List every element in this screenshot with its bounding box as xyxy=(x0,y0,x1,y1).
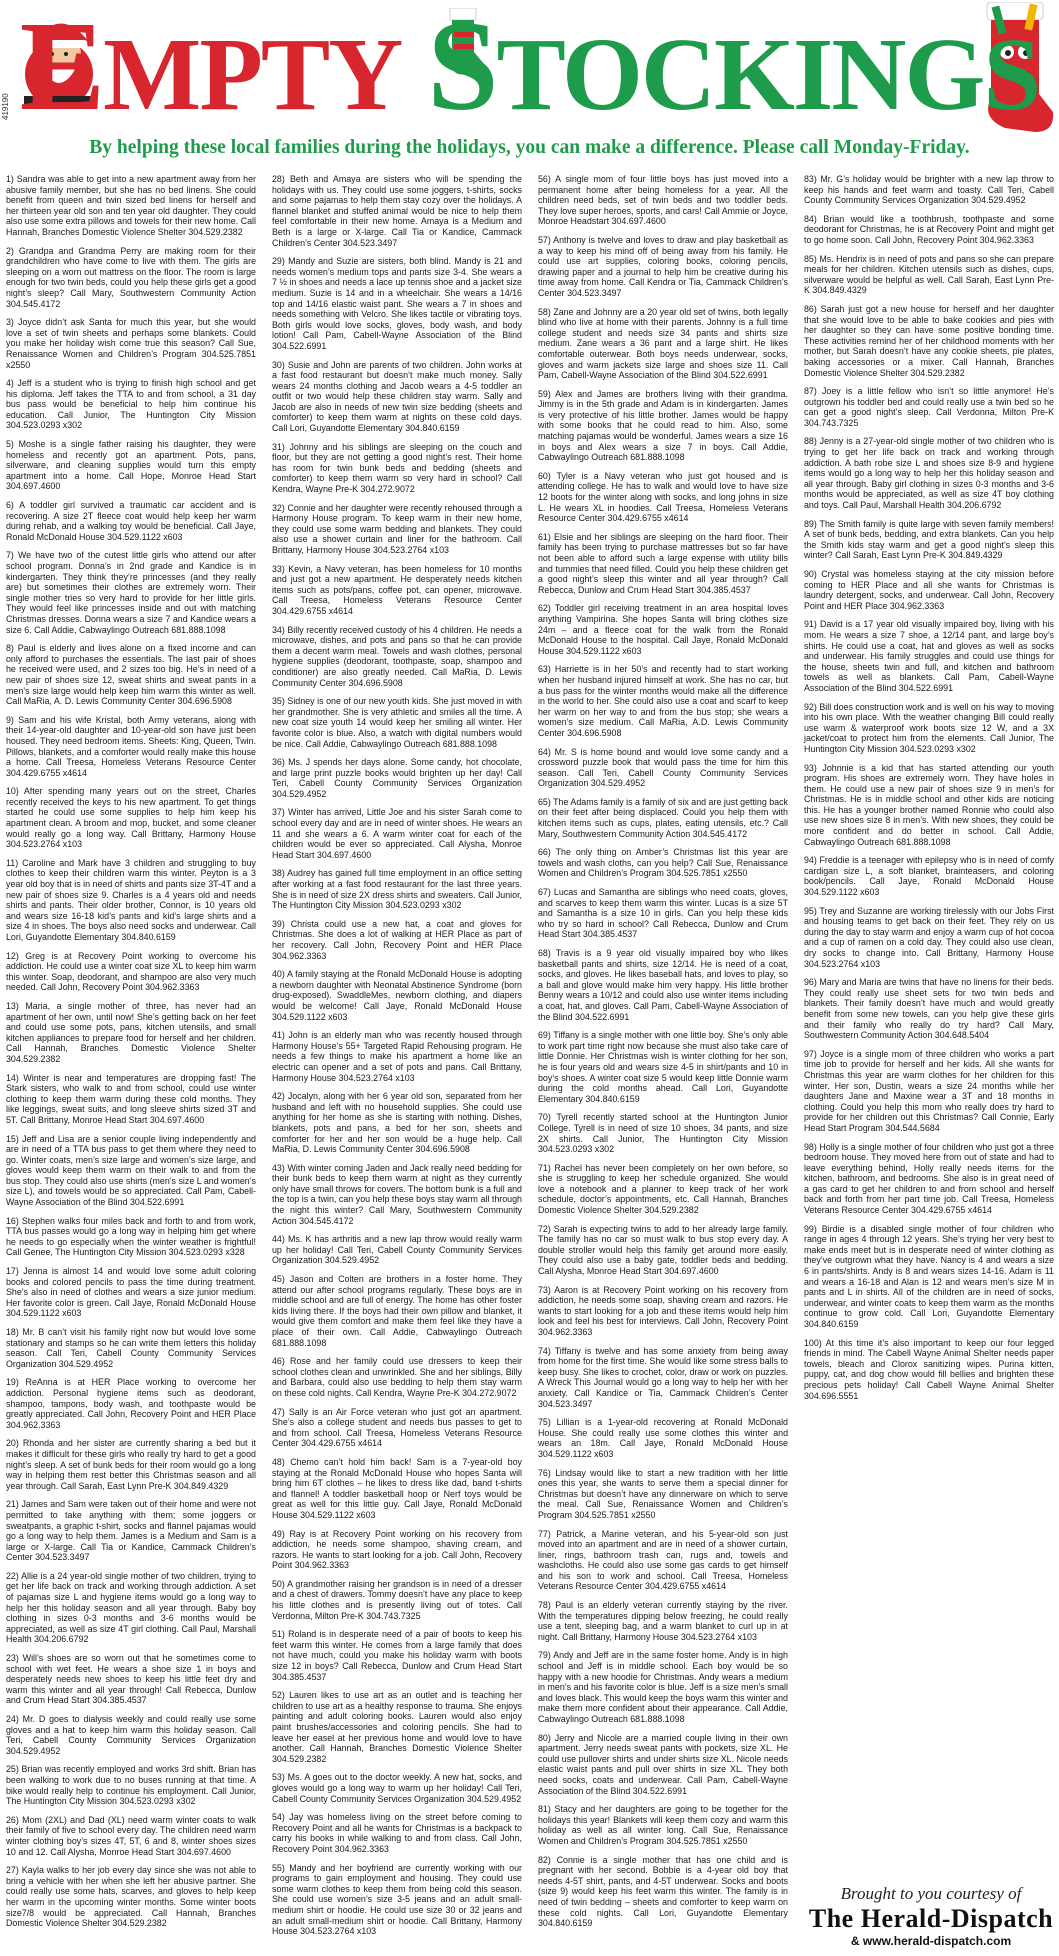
listing-item: 79) Andy and Jeff are in the same foster home. Andy is in high school and Jeff is in middle school. Each boy would be so happy with a new hoodie for Christmas. Andy wears a medium in men’s and his favorite color is blue. Jeff is a size men’s small and loves black. This would keep the boys warm this winter and make them more confident about their appearance. Call Addie, Cabwaylingo Outreach 681.888.1098 xyxy=(538,1650,788,1724)
listing-item: 100) At this time it’s also important to keep our four legged friends in mind. The Cabell Wayne Animal Shelter needs paper towels, bleach and Clorox sanitizing wipes. Purina kitten, puppy, cat, and dog chow would fill bellies and brighten these precious pets holiday! Call Cabell Wayne Animal Shelter 304.696.5551 xyxy=(804,1337,1054,1401)
listing-item: 85) Ms. Hendrix is in need of pots and pans so she can prepare meals for her children. Kitchen utensils such as dishes, cups, silverware would be helpful as well. Call Sarah, East Lynn Pre-K 304.849.4329 xyxy=(804,253,1054,296)
listing-item: 43) With winter coming Jaden and Jack really need bedding for their bunk beds to keep them warm at night as they currently only have small throws for covers. The bottom bunk is a full and the top is a twin, can you help these boys stay warm all through the night this winter? Call Mary, Southwestern Community Action 304.545.4172 xyxy=(272,1162,522,1226)
listing-item: 14) Winter is near and temperatures are dropping fast! The Stark sisters, who walk to and from school, could use winter clothing to keep them warm during these cold months. They like leggings, sweat suits, and long sleeve shirts sized 3T and 5T. Call Brittany, Monroe Head Start 304.697.4600 xyxy=(6,1072,256,1125)
listing-item: 75) Lillian is a 1-year-old recovering at Ronald McDonald House. She could really use some clothes this winter and wears an 18m. Call Jaye, Ronald McDonald House 304.529.1122 x603 xyxy=(538,1417,788,1459)
listing-item: 28) Beth and Amaya are sisters who will be spending the holidays with us. They could use some joggers, t-shirts, socks and some pajamas to help them stay cozy over the holidays. A flannel blanket and stuffed animal would be nice to help them feel comfortable in their new home. Amaya is a Medium and Beth is a large or X-large. Call Tia or Kandice, Cammack Children’s Center 304.523.3497 xyxy=(272,174,522,248)
listing-item: 4) Jeff is a student who is trying to finish high school and get his diploma. Jeff takes the TTA to and from school, a 31 day bus pass would be beneficial to help him continue his education. Call Junior, The Huntington City Mission 304.523.0293 x302 xyxy=(6,378,256,431)
listing-item: 49) Ray is at Recovery Point working on his recovery from addiction, he needs some shampoo, shaving cream, and razors. He wants to start looking for a job. Call John, Recovery Point 304.962.3363 xyxy=(272,1528,522,1571)
listing-item: 21) James and Sam were taken out of their home and were not permitted to take anything with them; some joggers or sweatpants, a graphic t-shirt, socks and flannel pajamas would go a long way to help them. James is a Medium and Sam is a large or X-large. Call Tia or Kandice, Cammack Children’s Center 304.523.3497 xyxy=(6,1499,256,1563)
listing-item: 86) Sarah just got a new house for herself and her daughter that she would love to be able to bake cookies and pies with her daughter so they can have some positive bonding time. These activities remind her of her childhood moments with her mother, but Sarah doesn’t have any cookie sheets, pie plates, baking accessories or a mixer. Call Hannah, Branches Domestic Violence Shelter 304.529.2382 xyxy=(804,303,1054,378)
masthead-subtitle: By helping these local families during the holidays, you can make a difference. Please call Monday-Friday. xyxy=(89,137,970,158)
listing-item: 92) Bill does construction work and is well on his way to moving into his own place. With the weather changing Bill could really use warm & waterproof work boots size 12 W, and a 3X jacket/coat to protect him from the elements. Call Junior, The Huntington City Mission 304.523.0293 x302 xyxy=(804,701,1054,754)
listing-item: 46) Rose and her family could use dressers to keep their school clothes clean and unwrinkled. She and her siblings, Billy and Barbara, could also use bedding to help them stay warm on these cold nights. Call Kendra, Wayne Pre-K 304.272.9072 xyxy=(272,1356,522,1398)
listing-item: 95) Trey and Suzanne are working tirelessly with our Jobs First and housing teams to get back on their feet. They rely on us during the day to stay warm and enjoy a warm cup of hot cocoa and a cup of ramen on a cold day. They could also use clean, dry socks to change into. Call Brittany, Harmony House 304.523.2764 x103 xyxy=(804,905,1054,969)
listing-item: 69) Tiffany is a single mother with one little boy. She’s only able to work part time right now because she must also take care of little Donnie. Her Christmas wish is winter clothing for her son, he is four years old and wears size 4-5 in shirt/pants and 10 in boy’s shoes. A winter coat size 5 would keep little Donnie warm during the cold months ahead. Call Lori, Guyandotte Elementary 304.840.6159 xyxy=(538,1030,788,1104)
listing-item: 29) Mandy and Suzie are sisters, both blind. Mandy is 21 and needs women’s medium tops and pants size 3-4. She wears a 7 ½ in shoes and needs a lace up tennis shoe and a jacket size medium. Suzie is 14 and in a wheelchair. She wears a 14/16 top and 14/16 elastic waist pant. She wears a 7 in shoes and needs something with Velcro. She likes tactile or vibrating toys. Both girls would love socks, gloves, body wash, and body lotion! Call Pam, Cabell-Wayne Association of the Blind 304.522.6991 xyxy=(272,256,522,351)
listing-item: 51) Roland is in desperate need of a pair of boots to keep his feet warm this winter. He comes from a large family that does not have much, could you make his holiday warm with boots size 12 in boys? Call Rebecca, Dunlow and Crum Head Start 304.385.4537 xyxy=(272,1629,522,1682)
listing-item: 12) Greg is at Recovery Point working to overcome his addiction. He could use a winter coat size XL to keep him warm this winter. Soap, deodorant, and shampoo are also very much needed. Call John, Recovery Point 304.962.3363 xyxy=(6,950,256,993)
listing-item: 91) David is a 17 year old visually impaired boy, living with his mom. He wears a size 7 shoe, a 12/14 pant, and large boy’s shirts. He could use a coat, hat and gloves as well as socks and underwear. His family struggles and could use things for the house, sheets twin and full, and kitchen and bathroom towels as well as blankets. Call Pam, Cabell-Wayne Association of the Blind 304.522.6991 xyxy=(804,619,1054,693)
listing-item: 3) Joyce didn’t ask Santa for much this year, but she would love a set of twin sheets and perhaps some blankets. Could you make her holiday wish come true this season? Call Sue, Renaissance Women and Children’s Program 304.525.7851 x2550 xyxy=(6,317,256,370)
masthead-title: EMPTY STOCKINGS xyxy=(19,0,1040,137)
listing-item: 8) Paul is elderly and lives alone on a fixed income and can only afford to purchases the essentials. The last pair of shoes he received were used, and 2 sizes too big. He’s in need of a new pair of shoes size 12, sweat shirts and sweat pants in a men’s size large would help keep him warm this winter as well. Call MaRia, A. D. Lewis Community Center 304.696.5908 xyxy=(6,643,256,707)
listing-item: 63) Harriette is in her 50’s and recently had to start working when her husband injured himself at work. She has no car, but a bus pass for the winter months would make all the difference in the world to her. She could also use a coat and scarf to keep her warm on her way to and from the bus stop; she wears a women’s size medium. Call MaRia, A.D. Lewis Community Center 304.696.5908 xyxy=(538,664,788,738)
listing-item: 98) Holly is a single mother of four children who just got a three bedroom house. They moved here from out of state and had to leave everything behind, Holly really needs items for the kitchen, bathroom, and bedrooms. She also is in great need of a gas card to get her children to and from school and herself back and forth from her part time job. Call Treesa, Homeless Veterans Resource Center 304.429.6755 x4614 xyxy=(804,1141,1054,1216)
listing-item: 94) Freddie is a teenager with epilepsy who is in need of comfy cardigan size L, a soft blanket, brainteasers, and coloring book/pencils. Call Jaye, Ronald McDonald House 304.529.1122 x603 xyxy=(804,855,1054,898)
listing-item: 83) Mr. G’s holiday would be brighter with a new lap throw to keep his hands and feet warm and toasty. Call Teri, Cabell County Community Services Organization 304.529.4952 xyxy=(804,174,1054,206)
listing-item: 41) John is an elderly man who was recently housed through Harmony House’s 55+ Targeted Rapid Rehousing program. He needs a few things to make his apartment a home like an electric can opener and a set of pots and pans. Call Brittany, Harmony House 304.523.2764 x103 xyxy=(272,1030,522,1083)
listing-item: 64) Mr. S is home bound and would love some candy and a crossword puzzle book that would pass the time for him this season. Call Teri, Cabell County Community Services Organization 304.529.4952 xyxy=(538,746,788,789)
listing-item: 16) Stephen walks four miles back and forth to and from work, TTA bus passes would go a long way in helping him get where he needs to go especially when the winter weather is frightful! Call Genee, The Huntington City Mission 304.523.0293 x328 xyxy=(6,1215,256,1258)
listing-item: 66) The only thing on Amber’s Christmas list this year are towels and wash cloths, can you help? Call Sue, Renaissance Women and Children’s Program 304.525.7851 x2550 xyxy=(538,847,788,879)
listing-item: 67) Lucas and Samantha are siblings who need coats, gloves, and scarves to keep them warm this winter. Lucas is a size 5T and Samantha is a size 10 in girls. Can you help these kids who try so hard in school? Call Rebecca, Dunlow and Crum Head Start 304.385.4537 xyxy=(538,887,788,940)
ad-code: 419190 xyxy=(1,93,10,120)
listing-item: 74) Tiffany is twelve and has some anxiety from being away from home for the first time. She would like some stress balls to keep busy. She likes to crochet, color, draw or work on puzzles. A Wreck This Journal would go a long way to help her with her anxiety. Call Kandice or Tia, Cammack Children’s Center 304.523.3497 xyxy=(538,1345,788,1409)
listing-item: 58) Zane and Johnny are a 20 year old set of twins, both legally blind who live at home with their parents. Johnny is a full time college student and needs size 34 pants and shirts size medium. Zane wears a 36 pant and a large shirt. He likes comfortable outerwear. Both boys needs underwear, socks, gloves and warm jackets size large and shoes size 11. Call Pam, Cabell-Wayne Association of the Blind 304.522.6991 xyxy=(538,306,788,381)
listing-item: 59) Alex and James are brothers living with their grandma. Jimmy is in the 5th grade and Adam is in kindergarten. James is very protective of his little brother. James would be happy with some books that he could read to him. Also, some matching pajamas would be wonderful. James wears a size 16 in boys and Alex wears a size 7 in boys. Call Addie, Cabwaylingo Outreach 681.888.1098 xyxy=(538,388,788,463)
listing-item: 20) Rhonda and her sister are currently sharing a bed but it makes it difficult for these girls who really try hard to get a good night’s sleep. A set of bunk beds for their room would go a long way in helping them rest better this Christmas season and all year through. Call Sarah, East Lynn Pre-K 304.849.4329 xyxy=(6,1438,256,1491)
listing-item: 56) A single mom of four little boys has just moved into a permanent home after being homeless for a year. All the children need beds, set of twin beds and two toddler beds. They love super heroes, sports, and cars! Call Ammie or Joyce, Monroe Headstart 304.697.4600 xyxy=(538,174,788,227)
listing-item: 52) Lauren likes to use art as an outlet and is teaching her children to use art as a healthy response to trauma. She enjoys painting and adult coloring books. Lauren would also enjoy paint brushes/accessories and coloring pencils. She had to leave her easel at her previous home and would love to have another. Call Hannah, Branches Domestic Violence Shelter 304.529.2382 xyxy=(272,1690,522,1764)
listing-item: 84) Brian would like a toothbrush, toothpaste and some deodorant for Christmas, he is at Recovery Point and might get to go home soon. Call John, Recovery Point 304.962.3363 xyxy=(804,213,1054,245)
listing-item: 96) Mary and Maria are twins that have no linens for their beds. They could really use sheet sets for two twin beds and blankets. Their family doesn’t have much and would greatly benefit from some new towels, can you help give these girls and their family who really do try hard? Call Mary, Southwestern Community Action 304.648.5404 xyxy=(804,977,1054,1041)
listing-item: 32) Connie and her daughter were recently rehoused through a Harmony House program. To keep warm in their new home, they could use some warm bedding and blankets. They could also use a shower curtain and liner for the bathroom. Call Brittany, Harmony House 304.523.2764 x103 xyxy=(272,502,522,555)
listing-item: 6) A toddler girl survived a traumatic car accident and is recovering. A size 2T fleece coat would help keep her warm during rehab, and a walking toy would be beneficial. Call Jaye, Ronald McDonald House 304.529.1122 x603 xyxy=(6,500,256,542)
listing-item: 38) Audrey has gained full time employment in an office setting after working at a fast food restaurant for the last three years. She is in need of size 2X dress shirts and sweaters. Call Junior, The Huntington City Mission 304.523.0293 x302 xyxy=(272,868,522,911)
listing-item: 17) Jenna is almost 14 and would love some adult coloring books and colored pencils to pass the time during treatment. She’s also in need of clothes and wears a size junior medium. Her favorite color is green. Call Jaye, Ronald McDonald House 304.529.1122 x603 xyxy=(6,1266,256,1319)
listing-item: 42) Jocalyn, along with her 6 year old son, separated from her husband and left with no household supplies. She could use anything for her home as she is starting with nothing. Dishes, blankets, pots and pans, a bed for her son, sheets and comforter for her and her son would be a huge help. Call MaRia, D. Lewis Community Center 304.696.5908 xyxy=(272,1091,522,1155)
listing-item: 2) Grandpa and Grandma Perry are making room for their grandchildren who have come to live with them. The girls are sleeping on a worn out mattress on the floor. The room is large enough for two twin beds, could you help these girls get a good night’s sleep? Call Mary, Southwestern Community Action 304.545.4172 xyxy=(6,245,256,309)
listing-item: 68) Travis is a 9 year old visually impaired boy who likes basketball pants and shirts, size 12/14. He is need of a coat, socks, and gloves. He likes baseball hats, and loves to play, so a ball and glove would make him very happy. His little brother Benny wears a 10/12 and could also use winter items including a coat, hat, and gloves. Call Pam, Cabell-Wayne Association of the Blind 304.522.6991 xyxy=(538,948,788,1022)
listing-item: 27) Kayla walks to her job every day since she was not able to bring a vehicle with her when she left her abusive partner. She could really use some hats, scarves, and gloves to help keep her warm in the upcoming winter months. Some winter boots size7/8 would be appreciated. Call Hannah, Branches Domestic Violence Shelter 304.529.2382 xyxy=(6,1865,256,1929)
listing-item: 18) Mr. B can’t visit his family right now but would love some stationary and stamps so he can write them letters this holiday season. Call Teri, Cabell County Community Services Organization 304.529.4952 xyxy=(6,1327,256,1369)
listing-item: 89) The Smith family is quite large with seven family members! A set of bunk beds, bedding, and extra blankets. Can you help the Smith kids stay warm and get a good night’s sleep this winter? Call Sarah, East Lynn Pre-K 304.849.4329 xyxy=(804,518,1054,561)
listing-item: 1) Sandra was able to get into a new apartment away from her abusive family member, but she has no bed linens. She could benefit from queen and twin sized bed linens for herself and her thirteen year old son and ten year old daughter. They could also use some extra pillows and towels for their new home. Call Hannah, Branches Domestic Violence Shelter 304.529.2382 xyxy=(6,174,256,237)
listing-item: 13) Maria, a single mother of three, has never had an apartment of her own, until now! She’s getting back on her feet and could use some pots, pans, kitchen utensils, and small kitchen appliances to prepare food for herself and her children. Call Hannah, Branches Domestic Violence Shelter 304.529.2382 xyxy=(6,1000,256,1064)
listing-item: 25) Brian was recently employed and works 3rd shift. Brian has been walking to work due to no buses running at that time. A bike would really help to continue his employment. Call Junior, The Huntington City Mission 304.523.0293 x302 xyxy=(6,1764,256,1807)
listing-item: 54) Jay was homeless living on the street before coming to Recovery Point and all he wants for Christmas is a backpack to carry his books in while walking to and from class. Call John, Recovery Point 304.962.3363 xyxy=(272,1812,522,1854)
listing-item: 24) Mr. D goes to dialysis weekly and could really use some gloves and a hat to keep him warm this holiday season. Call Teri, Cabell County Community Services Organization 304.529.4952 xyxy=(6,1714,256,1756)
listing-item: 57) Anthony is twelve and loves to draw and play basketball as a way to keep his mind off of being away from his family. He could use art supplies, coloring books, coloring pencils, drawing paper and a journal to help him be creative during his time away from home. Call Kendra or Tia, Cammack Children’s Center 304.523.3497 xyxy=(538,234,788,298)
listing-item: 5) Moshe is a single father raising his daughter, they were homeless and recently got an apartment. Pots, pans, silverware, and cleaning supplies would turn this empty apartment into a home. Call Hope, Monroe Head Start 304.697.4600 xyxy=(6,439,256,492)
listing-item: 15) Jeff and Lisa are a senior couple living independently and are in need of a TTA bus pass to get them where they need to go. Winter coats, men’s size large and women’s size large, and gloves would keep them warm on their walk to and from the bus stop. They could also use shirts (men’s size L and women’s size L), and towels would be so appreciated. Call Pam, Cabell-Wayne Association of the Blind 304.522.6991 xyxy=(6,1133,256,1208)
listing-item: 45) Jason and Colten are brothers in a foster home. They attend our after school programs regularly. These boys are in middle school and are full of energy. The home has other foster kids living there. If the boys had their own pillow and blanket, it would give them comfort and make them feel like they have a place of their own. Call Addie, Cabwaylingo Outreach 681.888.1098 xyxy=(272,1274,522,1348)
listing-item: 81) Stacy and her daughters are going to be together for the holidays this year! Blankets will keep them cozy and warm this holiday as well as all winter long. Call Sue, Renaissance Women and Children’s Program 304.525.7851 x2550 xyxy=(538,1804,788,1846)
listing-columns xyxy=(6,174,1054,1956)
listing-item: 40) A family staying at the Ronald McDonald House is adopting a newborn daughter with Neonatal Abstinence Syndrome (born drug-exposed). SwaddleMes, newborn clothing, and diapers would be welcome! Call Jaye, Ronald McDonald House 304.529.1122 x603 xyxy=(272,969,522,1022)
listing-item: 60) Tyler is a Navy veteran who just got housed and is attending college. He has to walk and would love to have size 12 boots for the winter along with socks, and long johns in size L. He wears XL in hoodies. Call Treesa, Homeless Veterans Resource Center 304.429.6755 x4614 xyxy=(538,470,788,524)
listing-item: 70) Tyrell recently started school at the Huntington Junior College. Tyrell is in need of size 10 shoes, 34 pants, and size 2X shirts. Call Junior, The Huntington City Mission 304.523.0293 x302 xyxy=(538,1112,788,1155)
listing-item: 11) Caroline and Mark have 3 children and struggling to buy clothes to keep their children warm this winter. Peyton is a 3 year old boy that is in need of shirts and pants size 3T-4T and a new pair of shoes size 9. Charles is a 4 years old and needs shirts and pants. Their older brother, Connor, is 10 years old and wears size 16-18 kid’s pants and kid’s large shirts and a size 4 in shoes. The boys also need socks and underwear. Call Lori, Guyandotte Elementary 304.840.6159 xyxy=(6,857,256,942)
listing-item: 78) Paul is an elderly veteran currently staying by the river. With the temperatures dipping below freezing, he could really use a tent, sleeping bag, and a warm blanket to curl up in at night. Call Brittany, Harmony House 304.523.2764 x103 xyxy=(538,1600,788,1642)
listing-item: 37) Winter has arrived, Little Joe and his sister Sarah come to school every day and are in need of winter shoes. He wears an 11 and she wears a 6. A warm winter coat for each of the children would be ever so appreciated. Call Alysha, Monroe Head Start 304.697.4600 xyxy=(272,807,522,860)
listing-item: 30) Susie and John are parents of two children. John works at a fast food restaurant but doesn’t make much money. Sally wears 24 months clothing and Jacob wears a 4-5 toddler an outfit or two would help these children stay warm. Sally and Jacob are also in needs of new twin size bedding (sheets and comforter) to keep them warm at nights on these cold days. Call Lori, Guyandotte Elementary 304.840.6159 xyxy=(272,359,522,434)
listing-item: 90) Crystal was homeless staying at the city mission before coming to HER Place and all she wants for Christmas is laundry detergent, socks, and underwear. Call John, Recovery Point and HER Place 304.962.3363 xyxy=(804,569,1054,611)
listing-item: 10) After spending many years out on the street, Charles recently received the keys to his new apartment. To get things started he could use some supplies to help him keep his apartment clean. A broom and mop, bucket, and some cleaner would really go a long way. Call Brittany, Harmony House 304.523.2764 x103 xyxy=(6,786,256,850)
listing-item: 55) Mandy and her boyfriend are currently working with our programs to gain employment and housing. They could use some warm clothes to keep them from being cold this season. She could use women’s size 3-5 jeans and an adult small-medium shirt or hoodie. He could use size 30 or 32 jeans and an adult small-medium shirt or hoodie. Call Brittany, Harmony House 304.523.2764 x103 xyxy=(272,1862,522,1937)
listing-item: 33) Kevin, a Navy veteran, has been homeless for 10 months and just got a new apartment. He desperately needs kitchen items such as pots/pans, coffee pot, can opener, microwave. Call Treesa, Homeless Veterans Resource Center 304.429.6755 x4614 xyxy=(272,563,522,616)
listing-item: 99) Birdie is a disabled single mother of four children who range in ages 4 through 12 years. She’s trying her very best to make ends meet but is in desperate need of winter clothing as they’ve outgrown what they have. Nancy is 4 and wears a size 6 in pants/shirts. Andy is 8 and wears sizes 14-16. Adam is 11 and wears a 16-18 and Alan is 12 and wears men’s size M in pants and L in shirts. All of the children are in need of socks, underwear, and winter coats to keep them warm as the months continue to grow cold. Call Lori, Guyandotte Elementary 304.840.6159 xyxy=(804,1223,1054,1329)
listing-item: 34) Billy recently received custody of his 4 children. He needs a microwave, dishes, and pots and pans so that he can provide them a decent warm meal. Towels and wash clothes, personal hygiene supplies (deodorant, toothpaste, soap, shampoo and conditioner) are also greatly needed. Call MaRia, D. Lewis Community Center 304.696.5908 xyxy=(272,624,522,688)
sponsor-footer xyxy=(808,1880,1054,1956)
listing-item: 97) Joyce is a single mom of three children who works a part time job to provide for herself and her kids. All she wants for Christmas this year are warm clothes for her children for this winter. Her son, Dustin, wears a size 24 months while her daughters Jane and Maxine wear a 3T and 18 months in clothing. Could you help this mom who really does try hard to provide for her children out this Christmas? Call Connie, Early Head Start Program 304.544.5684 xyxy=(804,1048,1054,1133)
listing-item: 72) Sarah is expecting twins to add to her already large family. The family has no car so must walk to bus stop every day. A double stroller would help this family get around more easily. They could also use a baby gate, toddler beds and bedding. Call Alysha, Monroe Head Start 304.697.4600 xyxy=(538,1223,788,1277)
listing-item: 61) Elsie and her siblings are sleeping on the hard floor. Their family has been trying to purchase mattresses but so far have not been able to afford such a large expense with utility bills and tummies that need filled. Could you help these children get a good night’s sleep this winter and all year through? Call Rebecca, Dunlow and Crum Head Start 304.385.4537 xyxy=(538,531,788,595)
listing-item: 47) Sally is an Air Force veteran who just got an apartment. She’s also a college student and needs bus passes to get to and from school. Call Treesa, Homeless Veterans Resource Center 304.429.6755 x4614 xyxy=(272,1406,522,1449)
listing-item: 22) Allie is a 24 year-old single mother of two children, trying to get her life back on track and working through addiction. A set of pajamas size L and hygiene items would go a long way to help her this holiday season and all year through. Baby boy clothing in sizes 0-3 months and 3-6 months would be appreciated, as well as size 4T girl clothing. Call Paul, Marshall Health 304.206.6792 xyxy=(6,1570,256,1645)
listing-item: 71) Rachel has never been completely on her own before, so she is struggling to keep her schedule organized. She would love a notebook and a planner to keep track of her work schedule, doctor’s appointments, etc. Call Hannah, Branches Domestic Violence Shelter 304.529.2382 xyxy=(538,1162,788,1216)
listing-item: 9) Sam and his wife Kristal, both Army veterans, along with their 14-year-old daughter and 10-year-old son have just been housed. They need bedroom items. Sheets: King, Queen, Twin. Pillows, blankets, and a comforter would really make this house a home. Call Treesa, Homeless Veterans Resource Center 304.429.6755 x4614 xyxy=(6,714,256,778)
listing-item: 39) Christa could use a new hat, a coat and gloves for Christmas. She does a lot of walking at HER Place as part of her recovery. Call John, Recovery Point and HER Place 304.962.3363 xyxy=(272,918,522,961)
listing-item: 62) Toddler girl receiving treatment in an area hospital loves anything Vampirina. She hopes Santa will bring clothes size 24m – and a fleece coat for the walk from the Ronald McDonald House to the hospital. Call Jaye, Ronald McDonald House 304.529.1122 x603 xyxy=(538,603,788,656)
listing-item: 53) Ms. A goes out to the doctor weekly. A new hat, socks, and gloves would go a long way to warm up her holiday! Call Teri, Cabell County Community Services Organization 304.529.4952 xyxy=(272,1772,522,1804)
listing-item: 23) Will’s shoes are so worn out that he sometimes come to school with wet feet. He wears a shoe size 1 in boys and desperately needs new shoes to keep his little feet dry and warm this winter and all year through! Call Rebecca, Dunlow and Crum Head Start 304.385.4537 xyxy=(6,1653,256,1706)
listing-item: 7) We have two of the cutest little girls who attend our after school program. Donna’s in 2nd grade and Kandice is in kindergarten. They think they’re princesses (and they really are) but sometimes their clothes are extremely worn. Their single mother tries so very hard to provide for her little girls. They would feel like princesses inside and out with matching Christmas dresses. Donna wears a size 7 and Kandice wears a size 6. Call Addie, Cabwaylingo Outreach 681.888.1098 xyxy=(6,550,256,635)
listing-item: 31) Johnny and his siblings are sleeping on the couch and floor, but they are not getting a good night’s rest. Their home has room for twin bunk beds and bedding (sheets and comforter) to keep them warm so very hard in school? Call Kendra, Wayne Pre-K 304.272.9072 xyxy=(272,441,522,495)
listing-item: 26) Mom (2XL) and Dad (XL) need warm winter coats to walk their family of five to school every day. The children need warm winter clothing boy’s sizes 4T, 5T, 6 and 8, winter shoes sizes 10 and 12. Call Alysha, Monroe Head Start 304.697.4600 xyxy=(6,1814,256,1857)
listing-item: 35) Sidney is one of our new youth kids. She just moved in with her grandmother. She is very athletic and smiles all the time. A new coat size youth 14 would keep her smiling all winter. Her favorite color is blue. Also, a watch with digital numbers would be nice. Call Addie, Cabwaylingo Outreach 681.888.1098 xyxy=(272,696,522,749)
header-banner xyxy=(0,0,1059,168)
listing-item: 50) A grandmother raising her grandson is in need of a dresser and a chest of drawers. Tommy doesn’t have any place to keep his little clothes and is presently living out of totes. Call Verdonna, Milton Pre-K 304.743.7325 xyxy=(272,1578,522,1621)
listing-item: 93) Johnnie is a kid that has started attending our youth program. His shoes are extremely worn. They have holes in them. He could use a new pair of shoes size 9 in men’s for Christmas. He is in middle school and other kids are noticing this. He has a younger brother named Ronnie who could also use new shoes size 8 in men’s. With new shoes, they could be more confident and do better in school. Call Addie, Cabwaylingo Outreach 681.888.1098 xyxy=(804,762,1054,847)
listing-item: 65) The Adams family is a family of six and are just getting back on their feet after being displaced. Could you help them with kitchen items such as cups, plates, eating utensils, etc.? Call Mary, Southwestern Community Action 304.545.4172 xyxy=(538,796,788,839)
listing-item: 82) Connie is a single mother that has one child and is pregnant with her second. Bobbie is a 4-year old boy that needs 4-5T shirt, pants, and 4-5T underwear. Socks and boots (size 9) would keep his feet warm this winter. The family is in need of twin bedding – sheets and comforter to keep warm on these cold nights. Call Lori, Guyandotte Elementary 304.840.6159 xyxy=(538,1854,788,1929)
listing-item: 73) Aaron is at Recovery Point working on his recovery from addiction, he needs some soap, shaving cream and razors. He wants to start looking for a job and these items would help him look and feel his best for interviews. Call John, Recovery Point 304.962.3363 xyxy=(538,1284,788,1337)
listing-item: 76) Lindsay would like to start a new tradition with her little ones this year, she wants to serve them a special dinner for Christmas but doesn’t have any dinnerware on which to serve the meal. Call Sue, Renaissance Women and Children’s Program 304.525.7851 x2550 xyxy=(538,1467,788,1520)
website-link[interactable]: & www.herald-dispatch.com xyxy=(850,1934,1012,1948)
newspaper-logo: The Herald-Dispatch xyxy=(808,1904,1054,1933)
sponsor-tagline: Brought to you courtesy of xyxy=(840,1884,1022,1903)
listing-item: 19) ReAnna is at HER Place working to overcome her addiction. Personal hygiene items such as deodorant, shampoo, tampons, body wash, and toothpaste would be greatly appreciated. Call John, Recovery Point and HER Place 304.962.3363 xyxy=(6,1377,256,1430)
listing-item: 48) Chemo can’t hold him back! Sam is a 7-year-old boy staying at the Ronald McDonald House who hopes Santa will bring him 6T clothes – he likes to dress like dad, band t-shirts and flannel! A toddler basketball hoop or Nerf toys would be great as well for this little guy. Call Jaye, Ronald McDonald House 304.529.1122 x603 xyxy=(272,1456,522,1520)
listing-item: 36) Ms. J spends her days alone. Some candy, hot chocolate, and large print puzzle books would brighten up her day! Call Teri, Cabell County Community Services Organization 304.529.4952 xyxy=(272,757,522,799)
listing-item: 88) Jenny is a 27-year-old single mother of two children who is trying to get her life back on track and working through addiction. A bath robe size L and shoes size 8-9 and hygiene items would go a long way to help her this holiday season and all year through. Baby girl clothing in sizes 0-3 months and 3-6 months would be appreciated, as well as size 4T boy clothing and toys. Call Paul, Marshall Health 304.206.6792 xyxy=(804,436,1054,511)
listing-item: 44) Ms. K has arthritis and a new lap throw would really warm up her holiday! Call Teri, Cabell County Community Services Organization 304.529.4952 xyxy=(272,1234,522,1266)
listing-item: 80) Jerry and Nicole are a married couple living in their own apartment. Jerry needs sweat pants with pockets, size XL. He could use pullover shirts and under shirts size XL. Nicole needs elastic waist pants and pull over shirts in size XL. They both need socks, coats and underwear. Call Pam, Cabell-Wayne Association of the Blind 304.522.6991 xyxy=(538,1732,788,1796)
listing-item: 77) Patrick, a Marine veteran, and his 5-year-old son just moved into an apartment and are in need of a shower curtain, liner, rings, bathroom trash can, rugs and, towels and washcloths. He could also use some gas cards to get himself and his son to work and school. Call Treesa, Homeless Veterans Resource Center 304.429.6755 x4614 xyxy=(538,1528,788,1592)
listing-item: 87) Joey is a little fellow who isn’t so little anymore! He’s outgrown his toddler bed and could really use a twin bed so he can get a good night’s sleep. Call Verdonna, Milton Pre-K 304.743.7325 xyxy=(804,386,1054,428)
